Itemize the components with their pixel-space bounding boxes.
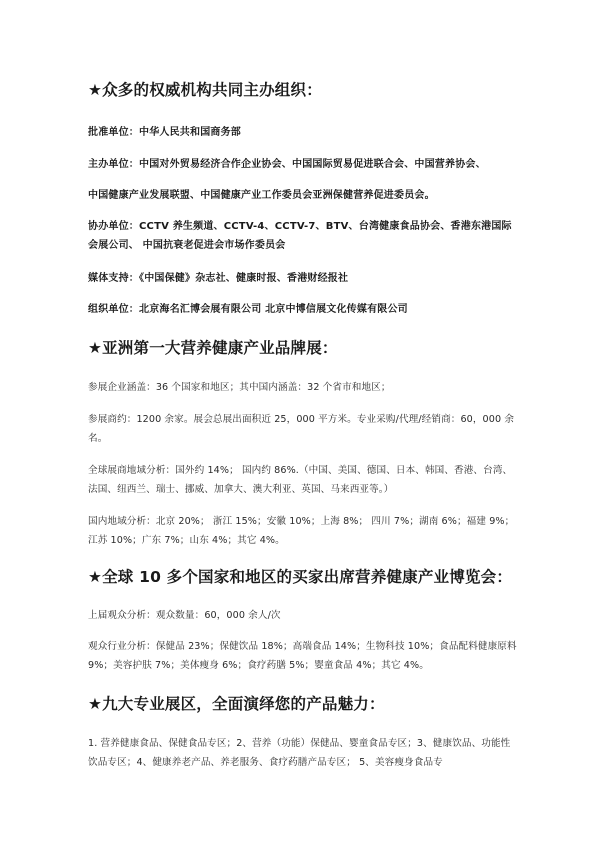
section-heading-global-buyers: ★全球 10 多个国家和地区的买家出席营养健康产业博览会：	[88, 568, 513, 586]
section-heading-brand-expo: ★亚洲第一大营养健康产业品牌展：	[88, 339, 338, 357]
section-heading-organizers: ★众多的权威机构共同主办组织：	[88, 81, 322, 99]
host-unit-line: 主办单位：中国对外贸易经济合作企业协会、中国国际贸易促进联合会、中国营养协会、	[88, 159, 486, 170]
visitor-industry-analysis: 观众行业分析：保健品 23%；保健饮品 18%；高端食品 14%；生物科技 10%；食品配料健康原料 9%；美容护肤 7%；美体瘦身 6%；食疗药膳 5%；婴童食品 4%；其它 4%。	[88, 641, 517, 671]
approval-unit-line: 批准单位：中华人民共和国商务部	[88, 127, 241, 138]
exhibitor-coverage-line: 参展企业涵盖：36 个国家和地区；其中国内涵盖：32 个省市和地区；	[88, 382, 391, 393]
media-support-line: 媒体支持：《中国保健》杂志社、健康时报、香港财经报社	[88, 273, 349, 284]
co-organizer-line: 协办单位：CCTV 养生频道、CCTV-4、CCTV-7、BTV、台湾健康食品协会、香港东港国际会展公司、 中国抗衰老促进会市场作委员会	[88, 221, 512, 251]
global-region-analysis: 全球展商地域分析：国外约 14%； 国内约 86%.（中国、美国、德国、日本、韩国、香港、台湾、法国、纽西兰、瑞士、挪威、加拿大、澳大利亚、英国、马来西亚等。）	[88, 465, 513, 495]
host-unit-line-continued: 中国健康产业发展联盟、中国健康产业工作委员会亚洲保健营养促进委员会。	[88, 190, 435, 201]
exhibit-zones-list: 1. 营养健康食品、保健食品专区；2、营养（功能）保健品、婴童食品专区；3、健康饮品、功能性饮品专区；4、健康养老产品、养老服务、食疗药膳产品专区； 5、美容瘦身食品专	[88, 738, 511, 768]
exhibitor-count-line: 参展商约：1200 余家。展会总展出面积近 25，000 平方米。专业采购/代理/经销商：60，000 余名。	[88, 414, 515, 444]
visitor-count-line: 上届观众分析：观众数量：60，000 余人/次	[88, 610, 281, 621]
domestic-region-analysis: 国内地域分析：北京 20%； 浙江 15%；安徽 10%；上海 8%； 四川 7%；湖南 6%；福建 9%；江苏 10%；广东 7%；山东 4%；其它 4%。	[88, 516, 515, 546]
section-heading-exhibit-zones: ★九大专业展区，全面演绎您的产品魅力：	[88, 695, 385, 713]
organizing-unit-line: 组织单位：北京海名汇博会展有限公司 北京中博信展文化传媒有限公司	[88, 304, 408, 315]
